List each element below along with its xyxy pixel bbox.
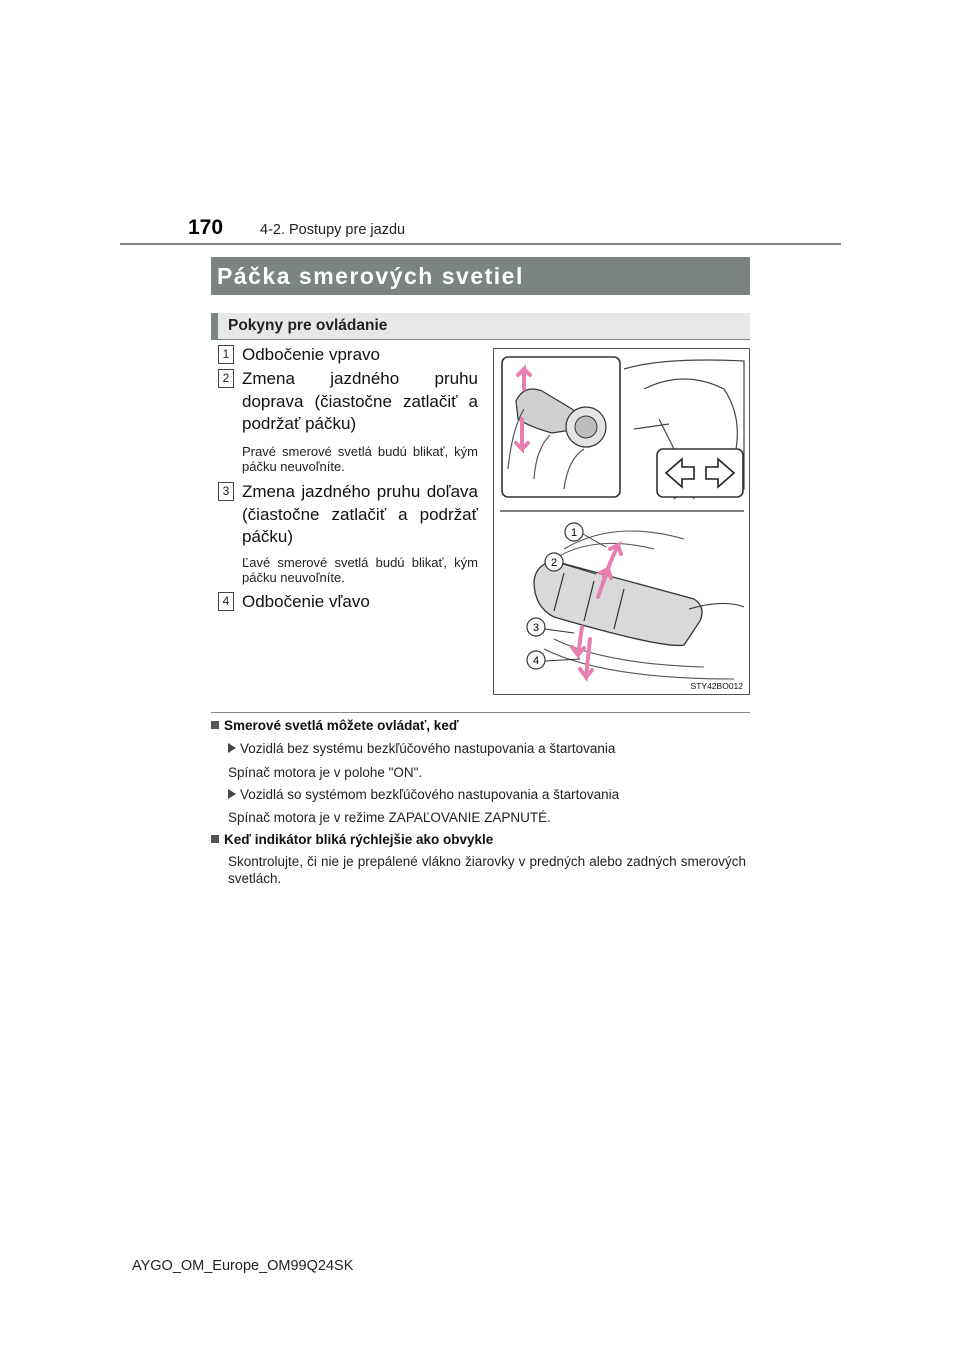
- note-1-item-2-text: Spínač motora je v režime ZAPAĽOVANIE ZAPNUTÉ.: [228, 810, 551, 825]
- step-number-3: 3: [218, 482, 234, 501]
- note-heading-2: [211, 832, 493, 847]
- subsection-title: Pokyny pre ovládanie: [211, 313, 750, 339]
- note-1-item-1-label: Vozidlá bez systému bezkľúčového nastupovania a štartovania: [240, 741, 616, 756]
- turn-signal-lever-illustration: [493, 348, 750, 695]
- callout-2: 2: [550, 557, 558, 569]
- step-1-text: Odbočenie vpravo: [242, 345, 380, 364]
- step-2-text: Zmena jazdného pruhu doprava (čiastočne zatlačiť a podržať páčku): [242, 369, 478, 433]
- note-1-item-1-text: Spínač motora je v polohe "ON".: [228, 765, 423, 780]
- step-3-text: Zmena jazdného pruhu doľava (čiastočne zatlačiť a podržať páčku): [242, 482, 478, 546]
- note-heading-1: [211, 718, 459, 733]
- note-1-item-2: [228, 787, 619, 802]
- page-title: Páčka smerových svetiel: [211, 257, 750, 295]
- step-number-4: 4: [218, 592, 234, 611]
- callout-3: 3: [532, 622, 540, 634]
- step-2-note: Pravé smerové svetlá budú blikať, kým páčku neuvoľníte.: [242, 444, 478, 474]
- callout-4: 4: [532, 655, 540, 667]
- note-1-item-2-label: Vozidlá so systémom bezkľúčového nastupovania a štartovania: [240, 787, 620, 802]
- section-title: 4-2. Postupy pre jazdu: [260, 222, 406, 238]
- subsection-rule: [211, 339, 750, 340]
- note-2-text: Skontrolujte, či nie je prepálené vlákno žiarovky v predných alebo zadných smerových svetlách.: [228, 854, 746, 886]
- figure-id: STY42BO012: [690, 681, 743, 691]
- note-heading-2-text: Keď indikátor bliká rýchlejšie ako obvykle: [224, 832, 494, 847]
- footer-document-id: AYGO_OM_Europe_OM99Q24SK: [132, 1258, 354, 1274]
- header-rule: [120, 243, 841, 245]
- step-3-note: Ľavé smerové svetlá budú blikať, kým páčku neuvoľníte.: [242, 555, 478, 585]
- note-heading-1-text: Smerové svetlá môžete ovládať, keď: [224, 718, 459, 733]
- notes-rule: [211, 712, 750, 713]
- note-1-item-1: [228, 741, 615, 756]
- step-4-text: Odbočenie vľavo: [242, 592, 370, 611]
- triangle-bullet-icon: [228, 789, 236, 799]
- step-number-2: 2: [218, 369, 234, 388]
- bullet-square-icon: [211, 835, 219, 843]
- step-number-1: 1: [218, 345, 234, 364]
- bullet-square-icon: [211, 721, 219, 729]
- callout-1: 1: [570, 527, 578, 539]
- triangle-bullet-icon: [228, 743, 236, 753]
- page-number: 170: [188, 216, 224, 239]
- illustration-drawing: [494, 349, 749, 694]
